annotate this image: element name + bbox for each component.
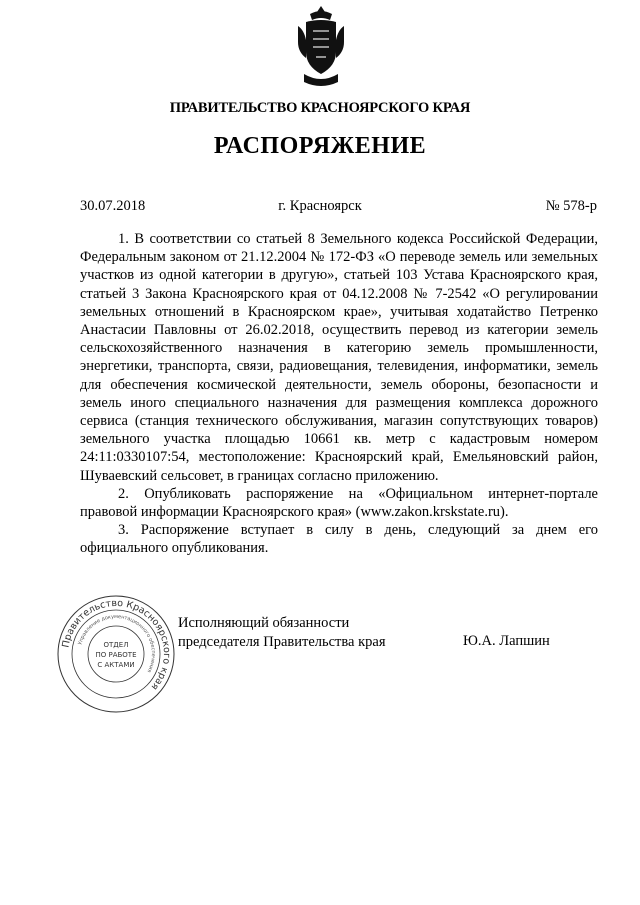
stamp-center-line-3: С АКТАМИ [97, 661, 135, 669]
document-body [80, 230, 598, 558]
paragraph-2: 2. Опубликовать распоряжение на «Официальном интернет-портале правовой информации Красноярского края» (www.zakon.krskstate.ru). [80, 485, 598, 521]
signatory-line-1: Исполняющий обязанности [178, 615, 350, 631]
document-date: 30.07.2018 [80, 198, 146, 214]
official-stamp [56, 594, 176, 714]
stamp-outer-text: Правительство Красноярского края [60, 597, 173, 693]
stamp-center-line-1: ОТДЕЛ [103, 641, 129, 649]
signatory-position [178, 614, 386, 651]
document-city: г. Красноярск [278, 198, 362, 214]
coat-of-arms-icon [296, 4, 346, 88]
signatory-name: Ю.А. Лапшин [463, 633, 550, 649]
stamp-center-line-2: ПО РАБОТЕ [95, 651, 137, 659]
paragraph-1: 1. В соответствии со статьей 8 Земельного кодекса Российской Федерации, Федеральным законом от 21.12.2004 № 172-ФЗ «О переводе земель или земельных участков из одной категории в другую», статьей 103 Устава Красноярского края, статьей 3 Закона Красноярского края от 04.12.2008 № 7-2542 «О регулировании земельных отношений в Красноярском крае», учитывая ходатайство Петренко Анастасии Павловны от 26.02.2018, осуществить перевод из категории земель сельскохозяйственного назначения в категорию земель промышленности, энергетики, транспорта, связи, радиовещания, телевидения, информатики, земель для обеспечения космической деятельности, земель обороны, безопасности и земель иного специального назначения для размещения комплекса дорожного сервиса (станция технического обслуживания, магазин сопутствующих товаров) земельного участка площадью 10661 кв. метр с кадастровым номером 24:11:0330107:54, местоположение: Красноярский край, Емельяновский район, Шуваевский сельсовет, в границах согласно приложению. [80, 231, 598, 484]
document-type-title: РАСПОРЯЖЕНИЕ [213, 133, 427, 159]
stamp-inner-ring-text: Управление документационного обеспечения [77, 613, 157, 674]
organization-title: ПРАВИТЕЛЬСТВО КРАСНОЯРСКОГО КРАЯ [169, 100, 471, 116]
document-number: № 578-р [545, 198, 597, 214]
paragraph-3: 3. Распоряжение вступает в силу в день, следующий за днем его официального опубликования. [80, 522, 598, 557]
signatory-line-2: председателя Правительства края [178, 633, 386, 650]
